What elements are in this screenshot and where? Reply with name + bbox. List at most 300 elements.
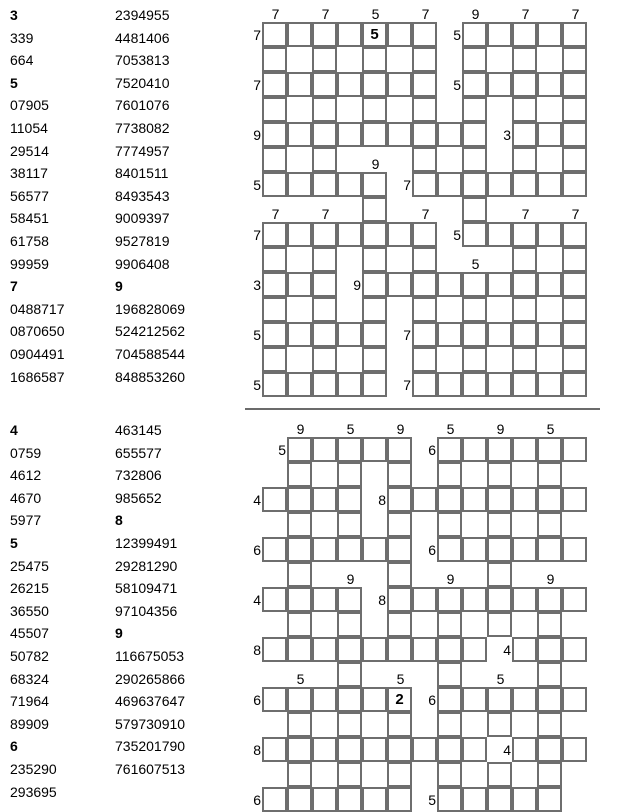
grid-cell[interactable] [462,197,487,222]
grid-cell[interactable] [312,147,337,172]
grid-cell[interactable] [412,637,437,662]
grid-cell[interactable] [537,587,562,612]
grid-cell[interactable] [287,437,312,462]
grid-cell[interactable] [512,787,537,812]
grid-cell[interactable] [312,297,337,322]
grid-cell[interactable] [487,537,512,562]
grid-cell[interactable] [337,587,362,612]
grid-cell[interactable] [262,637,287,662]
grid-cell[interactable] [437,762,462,787]
grid-cell[interactable] [287,637,312,662]
grid-cell[interactable] [487,437,512,462]
grid-cell[interactable] [387,462,412,487]
grid-cell[interactable] [362,197,387,222]
grid-cell[interactable] [312,172,337,197]
grid-cell[interactable] [562,322,587,347]
grid-cell[interactable] [462,537,487,562]
word-entry: 293695 [10,783,57,800]
grid-cell[interactable] [412,272,437,297]
grid-cell[interactable] [312,487,337,512]
grid-cell[interactable] [562,97,587,122]
word-entry: 235290 [10,760,57,777]
grid-cell[interactable] [512,487,537,512]
word-entry: 1686587 [10,368,65,385]
grid-cell[interactable] [562,122,587,147]
grid-cell[interactable] [387,637,412,662]
grid-cell[interactable] [487,222,512,247]
grid-cell[interactable] [312,72,337,97]
word-entry: 4481406 [115,29,170,46]
grid-cell[interactable] [562,372,587,397]
grid-cell[interactable] [462,737,487,762]
grid-cell[interactable] [262,22,287,47]
grid-cell[interactable] [437,612,462,637]
grid-cell[interactable] [262,687,287,712]
grid-cell[interactable] [437,712,462,737]
grid-cell[interactable] [262,97,287,122]
grid-cell[interactable] [387,122,412,147]
grid-cell[interactable] [362,272,387,297]
grid-cell[interactable] [562,222,587,247]
grid-cell[interactable] [537,72,562,97]
grid-cell[interactable] [312,737,337,762]
grid-cell[interactable] [387,712,412,737]
word-entry: 4612 [10,467,42,484]
grid-cell[interactable] [437,462,462,487]
grid-cell[interactable] [462,147,487,172]
grid-cell[interactable] [537,612,562,637]
grid-cell[interactable] [562,437,587,462]
grid-cell[interactable] [487,462,512,487]
grid-cell[interactable] [362,687,387,712]
grid-cell[interactable] [337,487,362,512]
grid-cell[interactable] [462,72,487,97]
grid-cell[interactable] [537,787,562,812]
across-length-clue: 7 [253,27,261,43]
grid-cell[interactable] [462,172,487,197]
grid-cell[interactable] [537,512,562,537]
grid-cell[interactable] [362,222,387,247]
grid-cell[interactable] [487,172,512,197]
down-length-clue: 7 [271,6,280,22]
grid-cell[interactable] [462,97,487,122]
grid-cell[interactable] [562,347,587,372]
grid-cell[interactable] [387,22,412,47]
grid-cell[interactable] [387,222,412,247]
grid-cell[interactable] [437,537,462,562]
grid-cell[interactable] [312,22,337,47]
grid-cell[interactable] [512,347,537,372]
word-length-heading: 9 [115,278,123,295]
grid-cell[interactable] [362,247,387,272]
grid-cell[interactable] [437,787,462,812]
down-length-clue: 7 [321,206,330,222]
word-entry: 735201790 [115,738,186,755]
grid-cell[interactable] [562,587,587,612]
grid-cell[interactable] [487,587,512,612]
grid-cell[interactable] [312,347,337,372]
grid-cell[interactable] [362,322,387,347]
grid-cell[interactable] [262,222,287,247]
grid-cell[interactable] [312,537,337,562]
grid-cell[interactable] [337,787,362,812]
grid-cell[interactable] [487,22,512,47]
word-entry: 8401511 [115,165,169,182]
grid-cell[interactable] [287,512,312,537]
grid-cell[interactable] [287,537,312,562]
grid-cell[interactable] [262,147,287,172]
grid-cell[interactable] [287,272,312,297]
grid-cell-prefilled[interactable]: 5 [362,22,387,47]
grid-cell[interactable] [512,47,537,72]
grid-cell[interactable] [537,637,562,662]
grid-cell[interactable] [512,272,537,297]
grid-cell[interactable] [462,272,487,297]
grid-cell[interactable] [512,122,537,147]
grid-cell[interactable] [362,72,387,97]
grid-cell[interactable] [337,372,362,397]
grid-cell[interactable] [537,537,562,562]
grid-cell[interactable] [262,587,287,612]
grid-cell[interactable] [337,122,362,147]
grid-cell[interactable] [512,22,537,47]
grid-cell[interactable] [537,222,562,247]
grid-cell[interactable] [412,97,437,122]
grid-cell[interactable] [462,322,487,347]
grid-cell[interactable] [412,297,437,322]
grid-cell[interactable] [412,147,437,172]
grid-cell[interactable] [487,372,512,397]
grid-cell[interactable] [262,247,287,272]
grid-cell[interactable] [537,712,562,737]
grid-cell[interactable] [337,72,362,97]
grid-cell[interactable] [362,172,387,197]
grid-cell[interactable] [312,372,337,397]
grid-cell[interactable] [262,372,287,397]
grid-cell[interactable] [337,322,362,347]
grid-cell[interactable] [287,737,312,762]
grid-cell[interactable] [287,222,312,247]
across-length-clue: 6 [428,692,436,708]
word-entry: 0488717 [10,300,65,317]
grid-cell[interactable] [512,297,537,322]
across-length-clue: 5 [453,27,461,43]
grid-cell[interactable] [387,72,412,97]
grid-cell[interactable] [412,22,437,47]
grid-cell[interactable] [287,487,312,512]
grid-cell[interactable] [512,437,537,462]
grid-cell[interactable] [337,712,362,737]
grid-cell[interactable] [337,612,362,637]
grid-cell[interactable] [262,122,287,147]
grid-cell[interactable] [412,222,437,247]
grid-cell[interactable] [512,372,537,397]
grid-cell[interactable] [337,172,362,197]
grid-cell[interactable] [337,512,362,537]
grid-cell[interactable] [487,612,512,637]
grid-cell[interactable] [337,462,362,487]
down-length-clue: 5 [371,6,380,22]
grid-cell[interactable] [262,72,287,97]
grid-cell[interactable] [412,247,437,272]
down-length-clue: 7 [421,206,430,222]
grid-cell[interactable] [512,737,537,762]
grid-cell[interactable] [562,687,587,712]
grid-cell[interactable] [287,712,312,737]
grid-cell[interactable] [487,787,512,812]
grid-cell[interactable] [412,72,437,97]
grid-cell[interactable] [562,247,587,272]
grid-cell[interactable] [437,272,462,297]
grid-cell[interactable] [262,787,287,812]
grid-cell[interactable] [562,22,587,47]
grid-cell[interactable] [412,372,437,397]
grid-cell[interactable] [412,737,437,762]
grid-cell[interactable] [287,462,312,487]
grid-cell[interactable] [362,737,387,762]
grid-cell[interactable] [487,562,512,587]
grid-cell[interactable] [287,612,312,637]
grid-cell[interactable] [462,347,487,372]
grid-cell[interactable] [287,122,312,147]
grid-cell[interactable] [312,272,337,297]
grid-cell[interactable] [562,537,587,562]
grid-cell[interactable] [412,322,437,347]
grid-cell[interactable] [437,322,462,347]
down-length-clue: 7 [321,6,330,22]
grid-cell[interactable] [462,222,487,247]
grid-cell[interactable] [462,787,487,812]
grid-cell[interactable] [462,22,487,47]
grid-cell[interactable] [362,787,387,812]
grid-cell[interactable] [387,272,412,297]
grid-cell[interactable] [387,787,412,812]
grid-cell[interactable] [362,372,387,397]
grid-cell[interactable] [462,47,487,72]
grid-cell[interactable] [437,437,462,462]
grid-cell[interactable] [287,687,312,712]
grid-cell[interactable] [262,322,287,347]
grid-cell[interactable] [437,122,462,147]
grid-cell[interactable] [362,537,387,562]
grid-cell[interactable] [312,122,337,147]
grid-cell[interactable] [537,172,562,197]
grid-cell[interactable] [512,247,537,272]
grid-cell[interactable] [487,487,512,512]
word-entry: 664 [10,52,34,69]
grid-cell[interactable] [437,487,462,512]
grid-cell[interactable] [512,222,537,247]
grid-cell[interactable] [362,122,387,147]
word-length-heading: 8 [115,512,123,529]
grid-cell[interactable] [462,122,487,147]
grid-cell[interactable] [437,172,462,197]
grid-cell[interactable] [312,437,337,462]
grid-cell[interactable] [387,537,412,562]
grid-cell[interactable] [562,737,587,762]
grid-cell[interactable] [487,272,512,297]
grid-cell[interactable] [512,72,537,97]
word-length-heading: 4 [10,422,18,438]
grid-cell[interactable] [562,147,587,172]
grid-cell[interactable] [537,437,562,462]
grid-cell[interactable] [462,437,487,462]
grid-cell[interactable] [287,172,312,197]
grid-cell[interactable] [262,272,287,297]
grid-cell[interactable] [537,272,562,297]
grid-cell[interactable] [437,512,462,537]
grid-cell[interactable] [487,687,512,712]
grid-cell[interactable] [262,487,287,512]
grid-cell[interactable] [337,737,362,762]
grid-cell[interactable] [312,47,337,72]
grid-cell[interactable] [537,662,562,687]
grid-cell[interactable] [337,22,362,47]
grid-cell[interactable] [462,587,487,612]
grid-cell[interactable] [562,272,587,297]
grid-cell[interactable] [487,762,512,787]
grid-cell[interactable] [337,662,362,687]
word-entry: 7601076 [115,97,170,114]
grid-cell[interactable] [287,372,312,397]
grid-cell[interactable] [387,737,412,762]
grid-cell[interactable] [337,687,362,712]
word-entry: 704588544 [115,345,186,362]
grid-cell[interactable] [437,372,462,397]
word-entry: 524212562 [115,323,186,340]
grid-cell[interactable] [337,762,362,787]
grid-cell[interactable] [312,222,337,247]
grid-cell[interactable] [562,297,587,322]
grid-cell[interactable] [337,437,362,462]
grid-cell[interactable] [387,512,412,537]
grid-cell[interactable] [337,537,362,562]
grid-cell[interactable] [287,587,312,612]
grid-cell[interactable] [512,172,537,197]
grid-cell[interactable] [262,347,287,372]
grid-cell[interactable] [537,462,562,487]
word-entry: 4670 [10,489,42,506]
grid-cell[interactable] [537,322,562,347]
grid-cell[interactable] [437,687,462,712]
grid-cell[interactable] [337,637,362,662]
grid-cell[interactable] [562,487,587,512]
across-length-clue: 4 [503,642,511,658]
grid-cell[interactable] [562,47,587,72]
across-length-clue: 6 [253,542,261,558]
grid-cell[interactable] [262,47,287,72]
grid-cell[interactable] [512,537,537,562]
grid-cell[interactable] [412,122,437,147]
grid-cell[interactable] [312,322,337,347]
grid-cell[interactable] [387,587,412,612]
grid-cell[interactable] [537,687,562,712]
grid-cell[interactable] [362,347,387,372]
grid-cell[interactable] [487,512,512,537]
grid-cell[interactable] [512,97,537,122]
grid-cell[interactable] [362,97,387,122]
grid-cell[interactable] [462,687,487,712]
across-length-clue: 5 [453,227,461,243]
grid-cell[interactable] [562,172,587,197]
grid-cell[interactable] [512,587,537,612]
grid-cell[interactable] [462,372,487,397]
grid-cell[interactable] [287,322,312,347]
grid-cell[interactable] [312,587,337,612]
grid-cell[interactable] [487,712,512,737]
across-length-clue: 7 [403,177,411,193]
grid-cell[interactable] [312,787,337,812]
grid-cell[interactable] [387,612,412,637]
grid-cell[interactable] [387,437,412,462]
grid-cell[interactable] [537,122,562,147]
grid-cell[interactable] [387,762,412,787]
grid-cell[interactable] [462,487,487,512]
grid-cell[interactable] [262,537,287,562]
grid-cell[interactable] [362,47,387,72]
grid-cell[interactable] [412,172,437,197]
grid-cell[interactable] [387,562,412,587]
grid-cell[interactable] [287,762,312,787]
grid-cell[interactable] [287,787,312,812]
grid-cell[interactable] [437,587,462,612]
grid-cell[interactable] [487,322,512,347]
grid-cell[interactable] [512,687,537,712]
grid-cell[interactable] [312,637,337,662]
word-entry: 61758 [10,232,49,249]
grid-cell[interactable] [512,322,537,347]
grid-cell[interactable] [412,587,437,612]
grid-cell[interactable] [362,437,387,462]
grid-cell[interactable] [262,737,287,762]
grid-cell[interactable] [487,72,512,97]
grid-cell[interactable] [437,662,462,687]
grid-cell[interactable] [262,172,287,197]
grid-cell[interactable] [537,737,562,762]
across-length-clue: 6 [253,692,261,708]
grid-cell[interactable] [287,562,312,587]
grid-cell[interactable] [337,222,362,247]
grid-cell[interactable] [362,637,387,662]
grid-cell[interactable] [512,637,537,662]
grid-cell[interactable] [312,97,337,122]
grid-cell[interactable] [462,297,487,322]
grid-cell[interactable] [437,637,462,662]
grid-cell[interactable] [462,637,487,662]
grid-cell[interactable] [537,487,562,512]
grid-cell[interactable] [262,297,287,322]
grid-cell[interactable] [512,147,537,172]
grid-cell[interactable] [562,637,587,662]
grid-cell[interactable] [537,762,562,787]
grid-cell-prefilled[interactable]: 2 [387,687,412,712]
grid-cell[interactable] [387,487,412,512]
grid-cell[interactable] [412,47,437,72]
grid-cell[interactable] [537,372,562,397]
grid-cell[interactable] [437,737,462,762]
grid-cell[interactable] [312,247,337,272]
grid-cell[interactable] [412,487,437,512]
grid-cell[interactable] [537,22,562,47]
grid-cell[interactable] [312,687,337,712]
word-entry: 116675053 [115,647,185,664]
grid-cell[interactable] [287,22,312,47]
grid-cell[interactable] [562,72,587,97]
grid-cell[interactable] [362,297,387,322]
grid-cell[interactable] [287,72,312,97]
grid-cell[interactable] [412,347,437,372]
word-length-heading: 7 [10,278,18,295]
